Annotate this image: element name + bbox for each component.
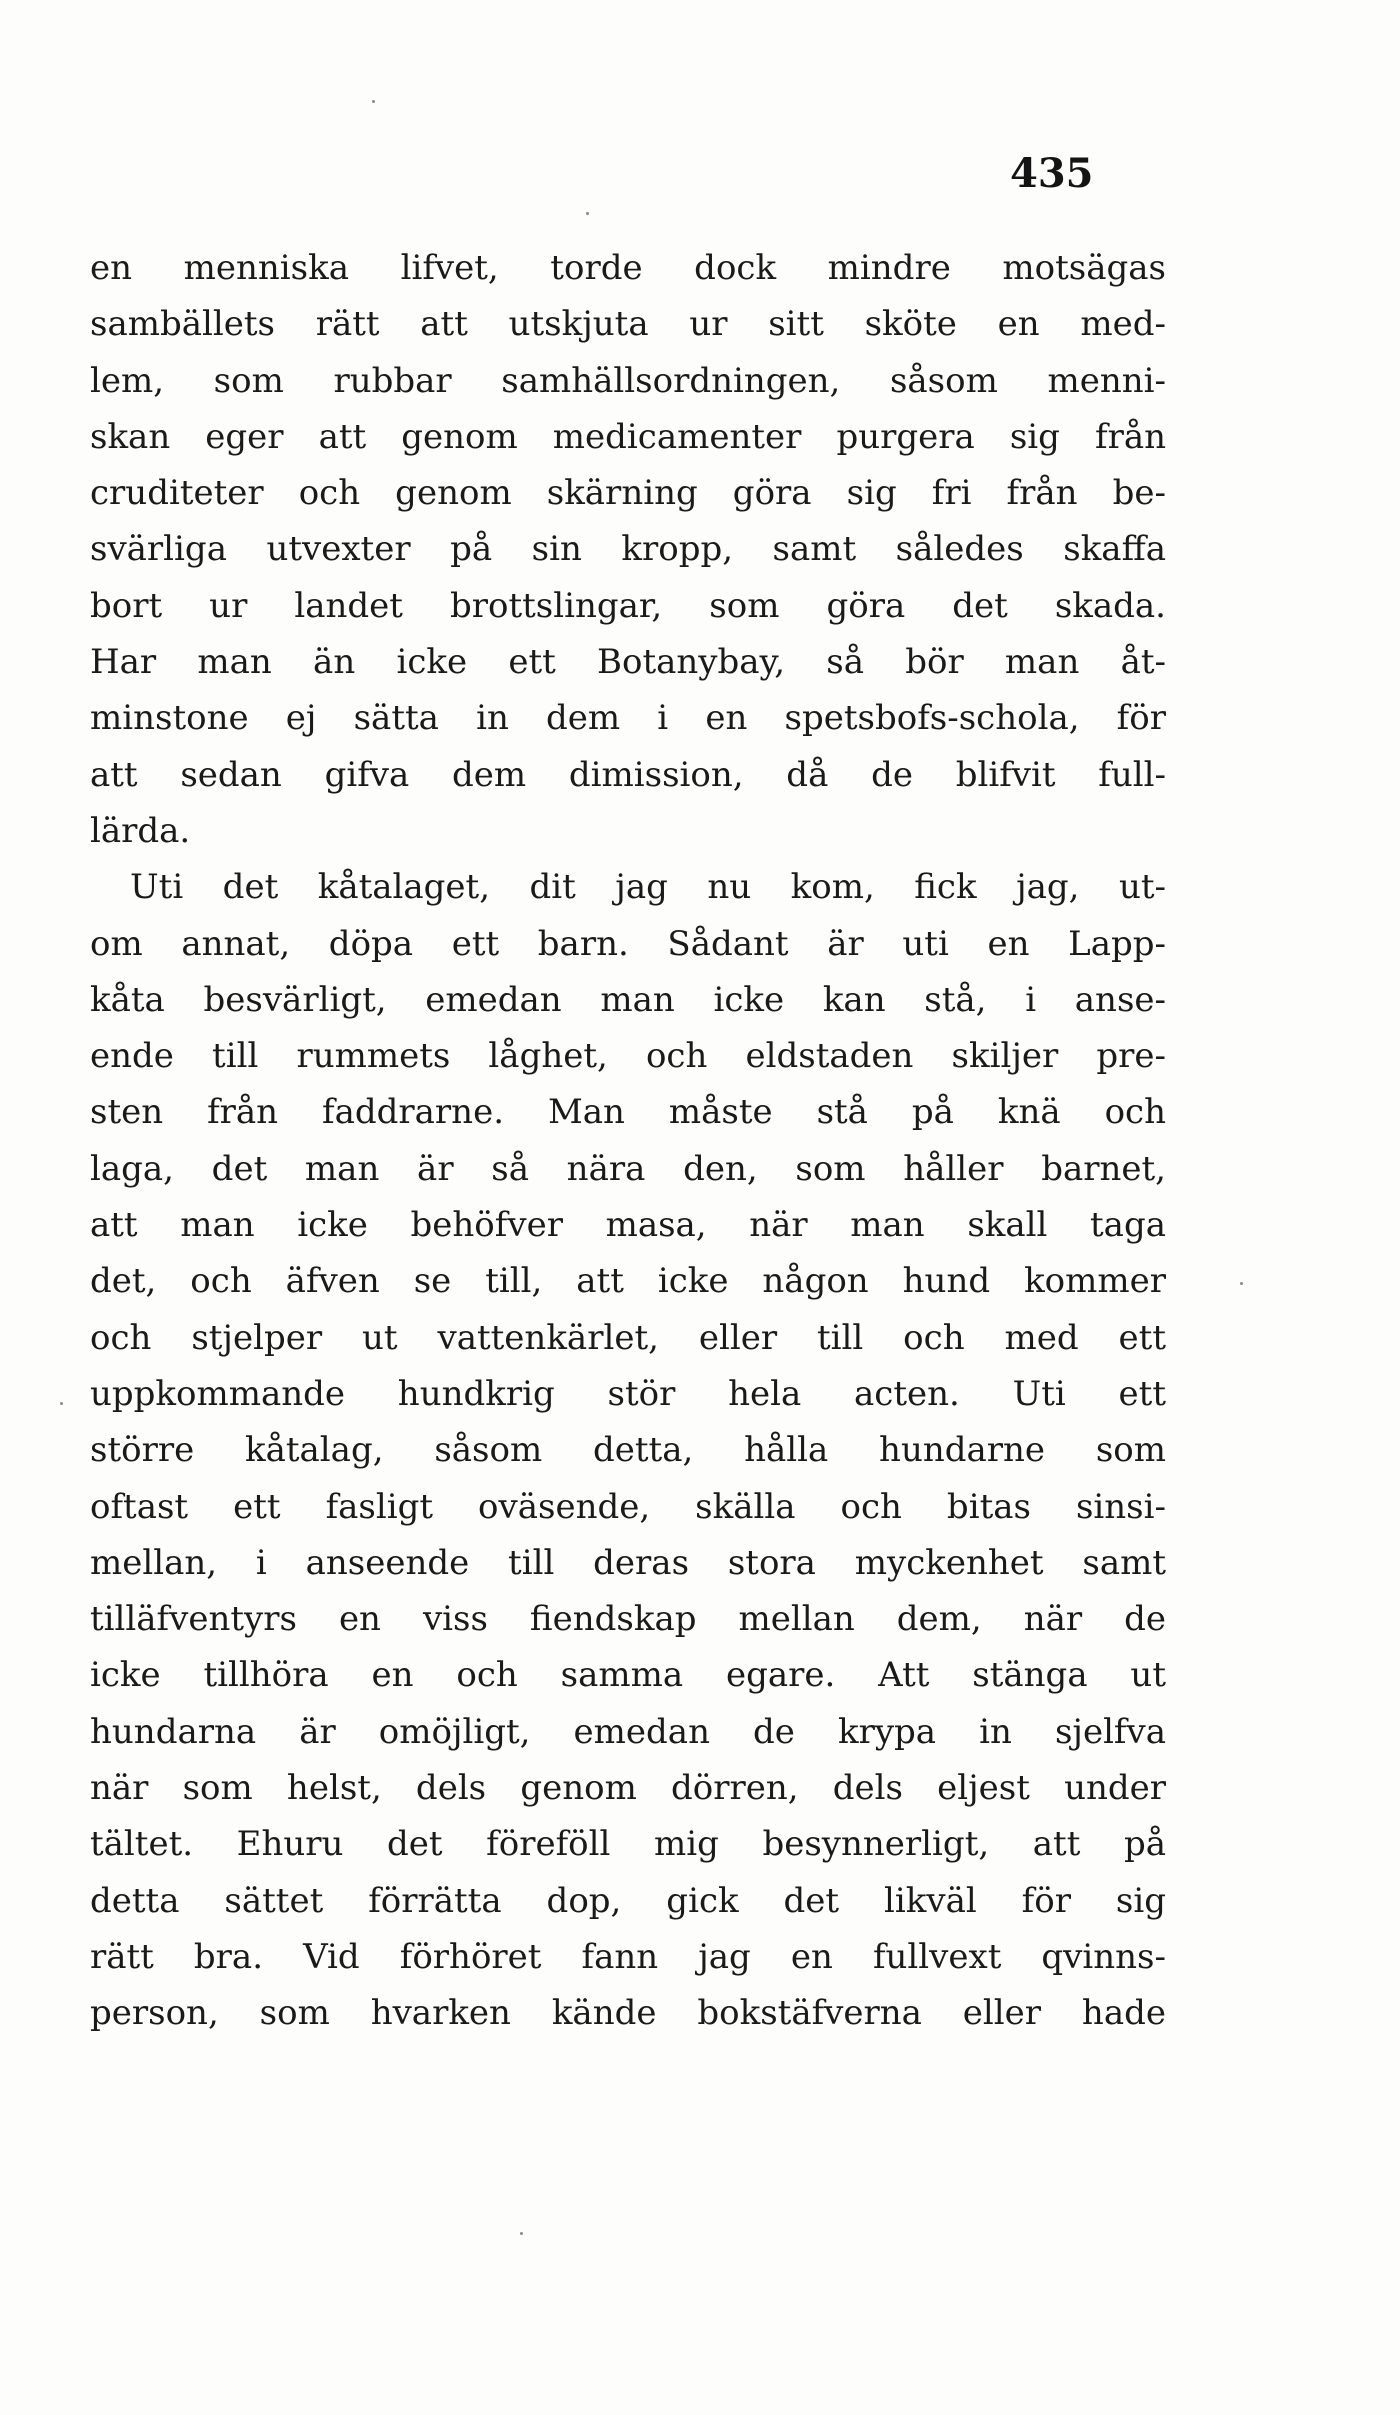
text-line: minstone ej sätta in dem i en spetsbofs-schola, för: [90, 698, 1166, 739]
paragraph-start-line: Uti det kåtalaget, dit jag nu kom, fick jag, ut-: [130, 867, 1166, 908]
text-line: sambällets rätt att utskjuta ur sitt sköte en med-: [90, 304, 1166, 345]
text-line: lem, som rubbar samhällsordningen, såsom menni-: [90, 360, 1166, 401]
text-line: att man icke behöfver masa, när man skall taga: [90, 1205, 1166, 1246]
body-text: [90, 240, 1166, 2042]
text-line: uppkommande hundkrig stör hela acten. Uti ett: [90, 1373, 1166, 1414]
text-line: när som helst, dels genom dörren, dels eljest under: [90, 1768, 1166, 1809]
scan-speck: [1240, 1282, 1243, 1285]
text-line: om annat, döpa ett barn. Sådant är uti en Lapp-: [90, 923, 1166, 964]
paragraph-end-line: lärda.: [90, 810, 191, 851]
text-line: mellan, i anseende till deras stora myckenhet samt: [90, 1542, 1166, 1583]
text-line: tältet. Ehuru det föreföll mig besynnerligt, att på: [90, 1824, 1166, 1865]
text-line: det, och äfven se till, att icke någon hund kommer: [90, 1261, 1166, 1302]
scan-speck: [372, 100, 375, 103]
scan-speck: [586, 212, 589, 215]
text-line: sten från faddrarne. Man måste stå på knä och: [90, 1092, 1166, 1133]
text-line: rätt bra. Vid förhöret fann jag en fullvext qvinns-: [90, 1936, 1166, 1977]
text-line: person, som hvarken kände bokstäfverna eller hade: [90, 1993, 1166, 2034]
text-line: ende till rummets låghet, och eldstaden skiljer pre-: [90, 1036, 1166, 1077]
text-line: större kåtalag, såsom detta, hålla hundarne som: [90, 1430, 1166, 1471]
text-line: skan eger att genom medicamenter purgera sig från: [90, 416, 1166, 457]
text-line: hundarna är omöjligt, emedan de krypa in sjelfva: [90, 1711, 1166, 1752]
text-line: och stjelper ut vattenkärlet, eller till och med ett: [90, 1317, 1166, 1358]
text-line: bort ur landet brottslingar, som göra det skada.: [90, 585, 1166, 626]
text-line: Har man än icke ett Botanybay, så bör man åt-: [90, 642, 1166, 683]
text-line: en menniska lifvet, torde dock mindre motsägas: [90, 248, 1166, 288]
text-line: kåta besvärligt, emedan man icke kan stå, i anse-: [90, 979, 1166, 1020]
text-line: cruditeter och genom skärning göra sig fri från be-: [90, 473, 1166, 514]
text-line: svärliga utvexter på sin kropp, samt således skaffa: [90, 529, 1166, 570]
text-line: tilläfventyrs en viss fiendskap mellan dem, när de: [90, 1599, 1166, 1640]
text-line: laga, det man är så nära den, som håller barnet,: [90, 1148, 1166, 1189]
scan-speck: [520, 2232, 523, 2235]
text-line: detta sättet förrätta dop, gick det likväl för sig: [90, 1880, 1166, 1921]
scan-speck: [60, 1402, 63, 1405]
text-line: oftast ett fasligt oväsende, skälla och bitas sinsi-: [90, 1486, 1166, 1527]
text-line: att sedan gifva dem dimission, då de blifvit full-: [90, 754, 1166, 795]
text-line: icke tillhöra en och samma egare. Att stänga ut: [90, 1655, 1166, 1696]
page-number: 435: [1010, 150, 1094, 197]
